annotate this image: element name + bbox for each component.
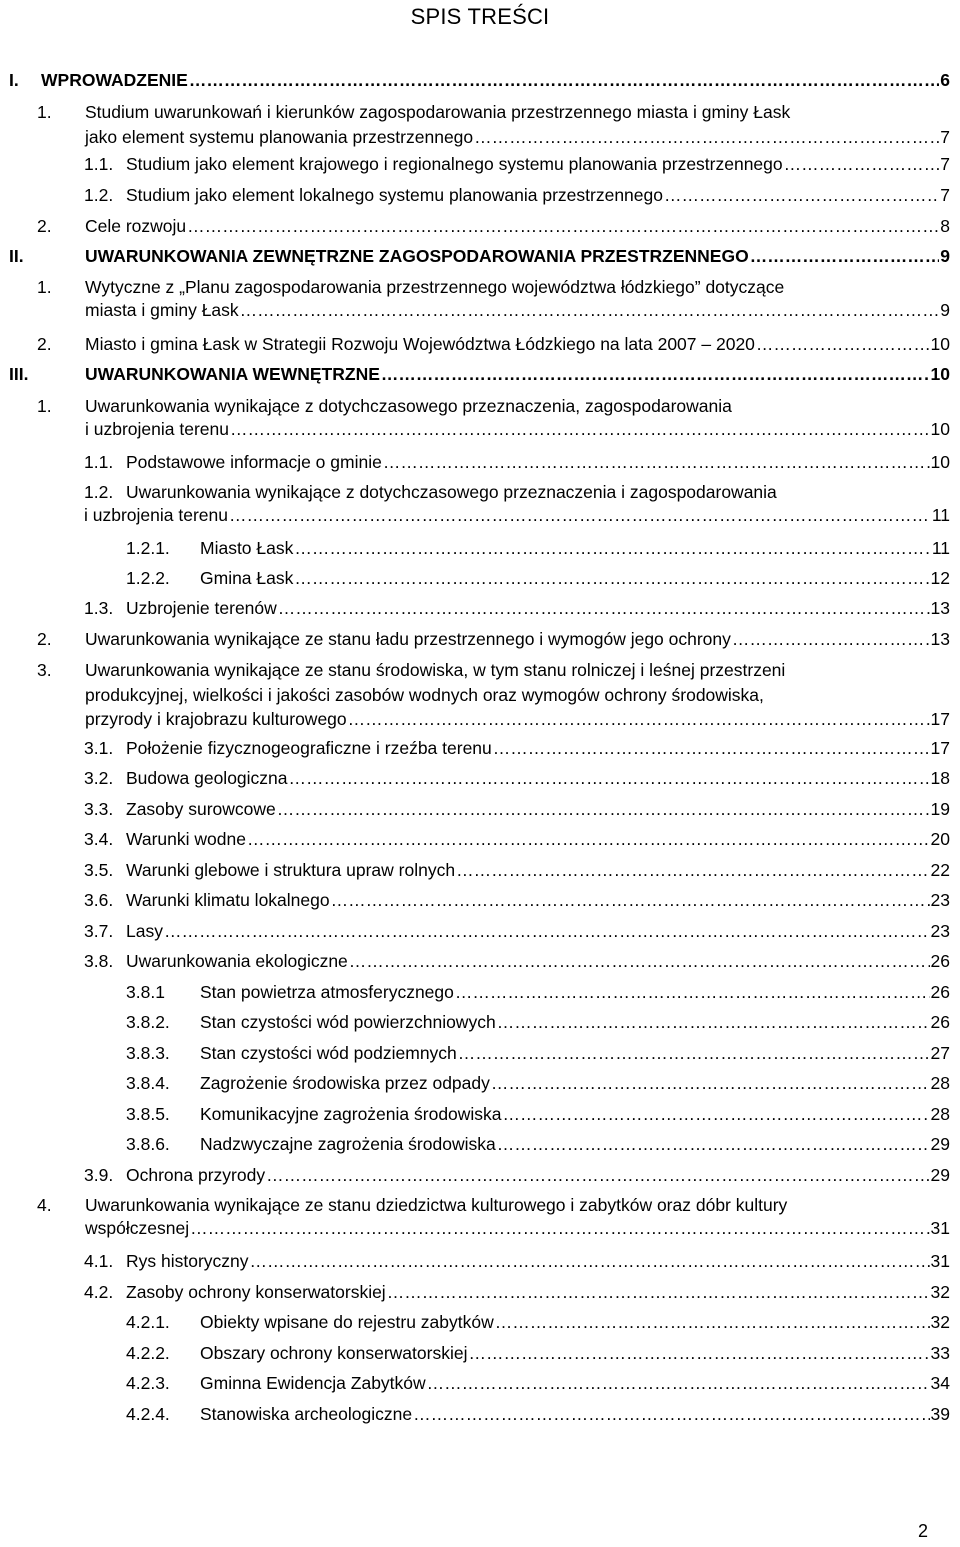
toc-leader — [455, 981, 930, 1003]
toc-entry-title-line: Uwarunkowania wynikające ze stanu środowiska, w tym stanu rolniczej i leśnej przestrzeni — [85, 660, 786, 680]
toc-entry-title: Podstawowe informacje o gminie — [126, 452, 382, 472]
toc-entry-page: 12 — [930, 568, 950, 588]
toc-entry[interactable] — [9, 69, 950, 91]
toc-leader — [250, 1250, 930, 1272]
toc-entry-page: 11 — [931, 538, 950, 558]
toc-leader — [497, 1011, 930, 1033]
toc-entry[interactable] — [84, 481, 950, 527]
toc-entry[interactable] — [84, 920, 950, 942]
toc-entry-page: 17 — [930, 738, 950, 758]
toc-entry[interactable] — [84, 1164, 950, 1186]
toc-entry-page: 23 — [930, 921, 950, 941]
toc-entry-title: Położenie fizycznogeograficzne i rzeźba terenu — [126, 738, 492, 758]
toc-entry-title: miasta i gminy Łask — [85, 300, 239, 320]
toc-entry-title: Studium jako element lokalnego systemu planowania przestrzennego — [126, 185, 663, 205]
toc-entry-title: WPROWADZENIE — [41, 70, 188, 90]
toc-entry-number: III. — [9, 364, 29, 384]
toc-entry-title: Stan czystości wód podziemnych — [200, 1043, 457, 1063]
toc-entry-title: i uzbrojenia terenu — [84, 505, 228, 525]
toc-entry[interactable] — [37, 333, 950, 355]
toc-entry[interactable] — [84, 1250, 950, 1272]
toc-entry[interactable] — [37, 215, 950, 237]
toc-entry-page: 26 — [930, 1012, 950, 1032]
toc-entry[interactable] — [37, 395, 950, 441]
toc-entry[interactable] — [126, 1372, 950, 1394]
toc-entry-title: Uwarunkowania wynikające ze stanu ładu przestrzennego i wymogów jego ochrony — [85, 629, 731, 649]
toc-entry-page: 29 — [930, 1134, 950, 1154]
toc-leader — [277, 798, 930, 820]
toc-entry-number: 3.2. — [84, 768, 114, 788]
toc-entry-number: 4.1. — [84, 1251, 114, 1271]
toc-entry[interactable] — [37, 1194, 950, 1240]
toc-leader — [187, 215, 939, 237]
toc-entry-title: Obszary ochrony konserwatorskiej — [200, 1343, 468, 1363]
toc-entry-number: 1.2.1. — [126, 538, 170, 558]
toc-leader — [750, 245, 940, 267]
toc-leader — [387, 1281, 930, 1303]
toc-entry-number: 3.5. — [84, 860, 114, 880]
toc-leader — [427, 1372, 930, 1394]
toc-entry[interactable] — [126, 1011, 950, 1033]
toc-entry-title: Zagrożenie środowiska przez odpady — [200, 1073, 490, 1093]
toc-entry-title: Studium jako element krajowego i regionalnego systemu planowania przestrzennego — [126, 154, 783, 174]
toc-leader — [458, 1042, 930, 1064]
toc-entry[interactable] — [84, 828, 950, 850]
toc-entry-page: 23 — [930, 890, 950, 910]
toc-entry-title: współczesnej — [85, 1218, 190, 1238]
toc-entry[interactable] — [126, 1342, 950, 1364]
toc-leader — [732, 628, 930, 650]
toc-entry-title: Ochrona przyrody — [126, 1165, 266, 1185]
toc-leader — [413, 1403, 929, 1425]
toc-entry-number: 2. — [37, 216, 52, 236]
toc-entry-number: 4.2.3. — [126, 1373, 170, 1393]
toc-leader — [189, 69, 939, 91]
toc-entry[interactable] — [84, 889, 950, 911]
toc-entry-title: Rys historyczny — [126, 1251, 249, 1271]
toc-entry-number: 1.2. — [84, 482, 114, 502]
toc-entry-title: Miasto Łask — [200, 538, 294, 558]
toc-entry-page: 39 — [930, 1404, 950, 1424]
toc-entry-page: 10 — [930, 452, 950, 472]
toc-entry-title-line: Wytyczne z „Planu zagospodarowania przestrzennego województwa łódzkiego” dotyczące — [85, 277, 785, 297]
toc-entry[interactable] — [84, 597, 950, 619]
toc-entry-page: 7 — [940, 126, 950, 147]
toc-entry-title: Lasy — [126, 921, 163, 941]
toc-leader — [247, 828, 930, 850]
toc-leader — [278, 597, 930, 619]
toc-entry-title: Miasto i gmina Łask w Strategii Rozwoju Województwa Łódzkiego na lata 2007 – 2020 — [85, 334, 755, 354]
toc-entry-page: 19 — [930, 799, 950, 819]
toc-entry-number: 3.8.3. — [126, 1043, 170, 1063]
toc-entry-number: 1.1. — [84, 452, 114, 472]
toc-leader — [491, 1072, 930, 1094]
toc-entry[interactable] — [84, 1281, 950, 1303]
toc-entry-page: 20 — [930, 829, 950, 849]
toc-leader — [784, 153, 940, 175]
toc-entry-title: Nadzwyczajne zagrożenia środowiska — [200, 1134, 496, 1154]
page-title: SPIS TREŚCI — [410, 4, 550, 29]
toc-entry-number: 4.2.4. — [126, 1404, 170, 1424]
toc-entry-title: Uzbrojenie terenów — [126, 598, 277, 618]
toc-entry-number: 3.6. — [84, 890, 114, 910]
toc-leader — [383, 451, 930, 473]
toc-entry-number: 1.1. — [84, 154, 114, 174]
toc-entry-page: 31 — [930, 1251, 950, 1271]
toc-leader — [495, 1311, 930, 1333]
toc-entry[interactable] — [37, 658, 950, 732]
toc-entry-page: 13 — [930, 629, 950, 649]
toc-entry-page: 31 — [930, 1218, 950, 1238]
toc-entry-title: Warunki glebowe i struktura upraw rolnych — [126, 860, 456, 880]
toc-leader — [289, 767, 930, 789]
toc-entry[interactable] — [37, 628, 950, 650]
toc-entry-title: UWARUNKOWANIA ZEWNĘTRZNE ZAGOSPODAROWANIA PRZESTRZENNEGO — [85, 246, 749, 266]
toc-leader — [294, 567, 929, 589]
toc-entry[interactable] — [84, 798, 950, 820]
toc-entry-title: i uzbrojenia terenu — [85, 419, 229, 439]
toc-entry-number: 1. — [37, 396, 52, 416]
toc-leader — [474, 125, 939, 150]
toc-entry[interactable] — [126, 1403, 950, 1425]
toc-entry-title-line: Studium uwarunkowań i kierunków zagospodarowania przestrzennego miasta i gminy Łask — [85, 102, 791, 122]
toc-entry-page: 13 — [930, 598, 950, 618]
toc-leader — [229, 504, 931, 527]
toc-entry-title: jako element systemu planowania przestrzennego — [85, 126, 474, 147]
toc-entry-page: 26 — [930, 982, 950, 1002]
toc-entry-number: 3.3. — [84, 799, 114, 819]
toc-entry-page: 9 — [940, 300, 950, 320]
toc-entry[interactable] — [84, 950, 950, 972]
toc-leader — [164, 920, 930, 942]
toc-entry-title: Uwarunkowania ekologiczne — [126, 951, 348, 971]
toc-entry-number: 3. — [37, 660, 52, 680]
toc-entry[interactable] — [126, 1133, 950, 1155]
toc-entry[interactable] — [9, 363, 950, 385]
toc-leader — [493, 737, 930, 759]
toc-leader — [381, 363, 930, 385]
toc-leader — [756, 333, 930, 355]
toc-entry[interactable] — [37, 100, 950, 149]
toc-entry-number: 1. — [37, 277, 52, 297]
toc-entry-title: Zasoby surowcowe — [126, 799, 276, 819]
toc-leader — [331, 889, 930, 911]
toc-entry-title-line: Uwarunkowania wynikające z dotychczasowego przeznaczenia i zagospodarowania — [126, 482, 777, 502]
toc-entry[interactable] — [126, 1311, 950, 1333]
toc-entry-number: 4.2. — [84, 1282, 114, 1302]
toc-entry-page: 32 — [930, 1282, 950, 1302]
toc-entry-title-line: Uwarunkowania wynikające ze stanu dziedzictwa kulturowego i zabytków oraz dóbr kultury — [85, 1195, 788, 1215]
toc-entry[interactable] — [84, 451, 950, 473]
toc-leader — [190, 1217, 929, 1240]
toc-entry-title: Warunki klimatu lokalnego — [126, 890, 330, 910]
toc-entry-page: 10 — [930, 334, 950, 354]
page-number: 2 — [917, 1521, 928, 1541]
toc-leader — [266, 1164, 929, 1186]
toc-entry-number: 4.2.2. — [126, 1343, 170, 1363]
toc-entry-title: Stan powietrza atmosferycznego — [200, 982, 454, 1002]
toc-entry-number: 3.8.2. — [126, 1012, 170, 1032]
toc-entry-page: 18 — [930, 768, 950, 788]
toc-entry[interactable] — [84, 153, 950, 175]
toc-leader — [456, 859, 929, 881]
toc-leader — [240, 299, 940, 322]
toc-entry-number: 3.8.4. — [126, 1073, 170, 1093]
toc-entry-title: Gmina Łask — [200, 568, 294, 588]
toc-entry-title: Komunikacyjne zagrożenia środowiska — [200, 1104, 502, 1124]
toc-entry-title: Zasoby ochrony konserwatorskiej — [126, 1282, 386, 1302]
toc-entry-number: 1.3. — [84, 598, 114, 618]
toc-entry[interactable] — [84, 737, 950, 759]
toc-leader — [664, 184, 939, 206]
toc-leader — [503, 1103, 930, 1125]
toc-entry-number: 3.8.1 — [126, 982, 165, 1002]
toc-entry-page: 28 — [930, 1073, 950, 1093]
toc-entry[interactable] — [126, 1103, 950, 1125]
toc-entry-number: 2. — [37, 334, 52, 354]
toc-entry-page: 7 — [940, 154, 950, 174]
toc-entry-title: Cele rozwoju — [85, 216, 187, 236]
toc-entry[interactable] — [84, 859, 950, 881]
toc-entry-title: Stanowiska archeologiczne — [200, 1404, 413, 1424]
toc-leader — [497, 1133, 930, 1155]
toc-entry-number: 1. — [37, 102, 52, 122]
toc-entry-title: Warunki wodne — [126, 829, 246, 849]
toc-entry-number: 3.7. — [84, 921, 114, 941]
toc-leader — [294, 537, 930, 559]
toc-entry-page: 28 — [930, 1104, 950, 1124]
toc-entry-page: 10 — [930, 364, 950, 384]
toc-entry-title: Gminna Ewidencja Zabytków — [200, 1373, 426, 1393]
toc-entry[interactable] — [84, 767, 950, 789]
toc-entry-page: 9 — [940, 246, 950, 266]
toc-entry-title: Obiekty wpisane do rejestru zabytków — [200, 1312, 494, 1332]
toc-entry-title-line: produkcyjnej, wielkości i jakości zasobów wodnych oraz wymogów ochrony środowiska, — [85, 684, 764, 705]
toc-entry-page: 22 — [930, 860, 950, 880]
toc-entry-title: Budowa geologiczna — [126, 768, 288, 788]
toc-entry-number: 3.4. — [84, 829, 114, 849]
toc-leader — [468, 1342, 929, 1364]
toc-entry-page: 6 — [940, 70, 950, 90]
toc-entry-title: Stan czystości wód powierzchniowych — [200, 1012, 496, 1032]
toc-entry-page: 34 — [930, 1373, 950, 1393]
toc-entry[interactable] — [126, 1042, 950, 1064]
toc-leader — [348, 707, 930, 732]
toc-entry-title: przyrody i krajobrazu kulturowego — [85, 709, 347, 729]
toc-entry-number: 3.8. — [84, 951, 114, 971]
toc-entry-page: 27 — [930, 1043, 950, 1063]
toc-leader — [230, 418, 930, 441]
toc-entry-number: 2. — [37, 629, 52, 649]
toc-entry-page: 8 — [940, 216, 950, 236]
toc-entry-number: 4. — [37, 1195, 52, 1215]
toc-entry[interactable] — [126, 1072, 950, 1094]
toc-leader — [349, 950, 930, 972]
toc-entry-number: I. — [9, 70, 19, 90]
toc-entry-page: 29 — [930, 1165, 950, 1185]
toc-entry-page: 10 — [930, 419, 950, 439]
toc-entry-number: 1.2. — [84, 185, 114, 205]
toc-entry-page: 11 — [931, 505, 950, 525]
toc-entry-number: 3.8.5. — [126, 1104, 170, 1124]
toc-entry[interactable] — [126, 537, 950, 559]
toc-entry-page: 26 — [930, 951, 950, 971]
toc-entry-number: 3.1. — [84, 738, 114, 758]
toc-entry[interactable] — [9, 245, 950, 267]
toc-entry-number: II. — [9, 246, 24, 266]
toc-entry[interactable] — [84, 184, 950, 206]
toc-entry-number: 3.9. — [84, 1165, 114, 1185]
toc-entry-title: UWARUNKOWANIA WEWNĘTRZNE — [85, 364, 380, 384]
toc-entry-page: 17 — [930, 709, 950, 729]
toc-entry-page: 33 — [930, 1343, 950, 1363]
toc-entry-number: 3.8.6. — [126, 1134, 170, 1154]
toc-entry-number: 4.2.1. — [126, 1312, 170, 1332]
toc-entry[interactable] — [37, 276, 950, 322]
toc-entry-title-line: Uwarunkowania wynikające z dotychczasowego przeznaczenia, zagospodarowania — [85, 396, 732, 416]
toc-entry-page: 32 — [930, 1312, 950, 1332]
toc-entry-page: 7 — [940, 185, 950, 205]
toc-entry[interactable] — [126, 567, 950, 589]
toc-entry-number: 1.2.2. — [126, 568, 170, 588]
toc-entry[interactable] — [126, 981, 950, 1003]
